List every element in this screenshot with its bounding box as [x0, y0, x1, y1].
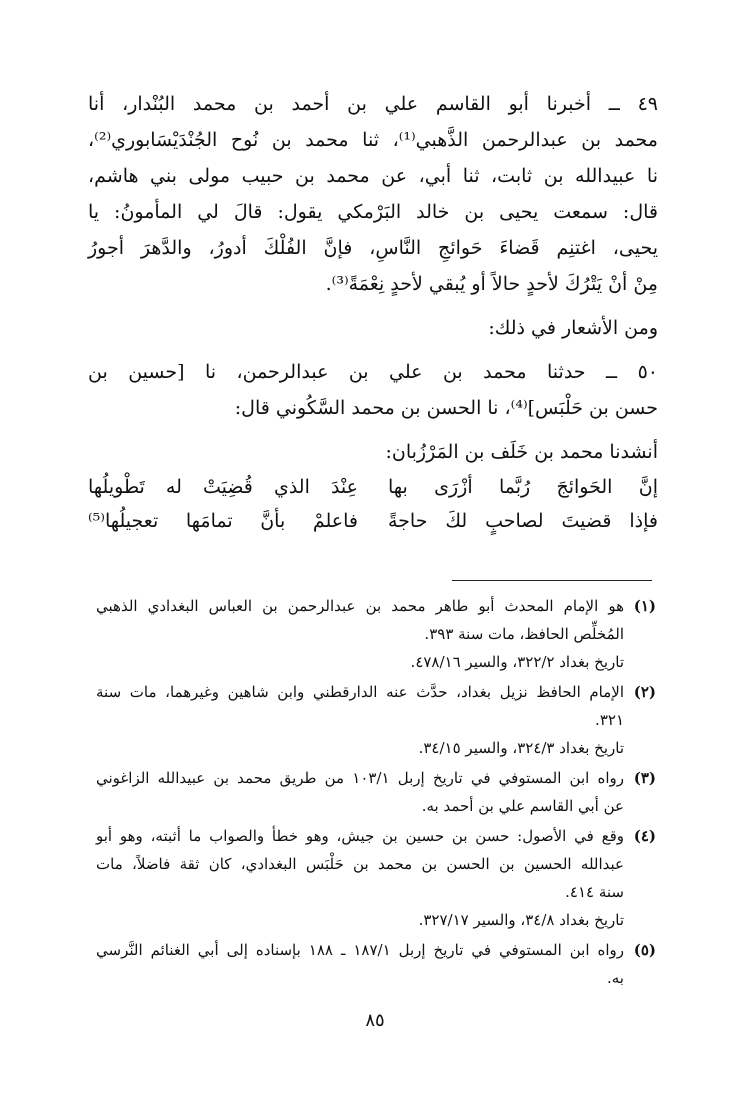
footnote-line: سنة ٤١٤.: [565, 883, 624, 901]
text-line: ٤٩ ــ أخبرنا أبو القاسم علي بن أحمد بن محمد البُنْدار، أنا: [88, 93, 658, 115]
text-line: محمد بن عبدالرحمن الذَّهبي⁽¹⁾، ثنا محمد بن نُوح الجُنْدَيْسَابوري⁽²⁾،: [88, 129, 658, 151]
footnote-line: تاريخ بغداد ٣٤/٨، والسير ٣٢٧/١٧.: [418, 911, 624, 929]
footnote-number: (١): [633, 597, 656, 615]
footnote-line: وقع في الأصول: حسن بن حسين بن جيش، وهو خطأ والصواب ما أثبته، وهو أبو: [96, 827, 624, 845]
page-number: ٨٥: [365, 1010, 385, 1031]
verse: [88, 504, 658, 538]
footnote-line: رواه ابن المستوفي في تاريخ إربل ١٠٣/١ من طريق محمد بن عبيدالله الزاغوني: [96, 769, 624, 787]
footnote-line: تاريخ بغداد ٣٢٢/٢، والسير ٤٧٨/١٦.: [410, 653, 624, 671]
recitation-line: أنشدنا محمد بن خَلَف بن المَرْزُبان:: [385, 441, 658, 463]
footnote: [96, 822, 656, 934]
text-line: نا عبيدالله بن ثابت، ثنا أبي، عن محمد بن حبيب مولى بني هاشم،: [88, 165, 658, 187]
footnote-line: هو الإمام المحدث أبو طاهر محمد بن عبدالرحمن بن العباس البغدادي الذهبي: [96, 597, 624, 615]
footnote: [96, 592, 656, 676]
footnote-number: (٥): [633, 941, 656, 959]
footnote: [96, 936, 656, 992]
footnote-line: رواه ابن المستوفي في تاريخ إربل ١٨٧/١ ـ ١٨٨ بإسناده إلى أبي الغنائم النَّرسي: [96, 941, 625, 959]
text-line: مِنْ أنْ يَتْرُكَ لأحدٍ حالاً أو يُبقي لأحدٍ نِعْمَةً⁽³⁾.: [325, 273, 658, 295]
text-line: يحيى، اغتنِم قَضاءَ حَوائجِ النَّاسِ، فإنَّ الفُلْكَ أدورُ، والدَّهرَ أجورُ: [88, 237, 658, 259]
main-text: [88, 86, 658, 538]
verse: [88, 470, 658, 504]
footnote: [96, 764, 656, 820]
verse-second-hemistich: فاعلمْ بأنَّ تمامَها تعجيلُها⁽⁵⁾: [88, 510, 358, 532]
text-line: حسن بن حَلْبَس]⁽⁴⁾، نا الحسن بن محمد السَّكُوني قال:: [234, 397, 658, 419]
paragraph-49: [88, 86, 658, 302]
verse-first-hemistich: إنَّ الحَوائجَ رُبَّما أزْرَى بها: [388, 476, 658, 498]
verse-second-hemistich: عِنْدَ الذي قُضِيَتْ له تَطْويلُها: [88, 476, 358, 498]
paragraph-50: [88, 354, 658, 426]
footnote-line: ٣٢١.: [595, 711, 624, 729]
footnote-number: (٢): [633, 683, 656, 701]
footnote-number: (٤): [633, 827, 656, 845]
footnote-number: (٣): [633, 769, 656, 787]
footnote-line: تاريخ بغداد ٣٢٤/٣، والسير ٣٤/١٥.: [418, 739, 624, 757]
text-line: ٥٠ ــ حدثنا محمد بن علي بن عبدالرحمن، نا [حسين بن: [88, 361, 658, 383]
text-line: قال: سمعت يحيى بن خالد البَرْمكي يقول: قالَ لي المأمونُ: يا: [88, 201, 658, 223]
verse-first-hemistich: فإذا قضيتَ لصاحبٍ لكَ حاجةً: [388, 510, 658, 532]
footnotes: [96, 592, 656, 994]
footnote-line: المُخلِّص الحافظ، مات سنة ٣٩٣.: [424, 625, 624, 643]
footnote: [96, 678, 656, 762]
footnote-line: عن أبي القاسم علي بن أحمد به.: [421, 797, 624, 815]
footnote-line: عبدالله الحسين بن الحسن بن محمد بن حَلْبَس البغدادي، كان ثقة فاضلاً، مات: [96, 855, 624, 873]
footnote-line: به.: [607, 969, 624, 987]
footnote-divider: [452, 580, 652, 581]
footnote-line: الإمام الحافظ نزيل بغداد، حدَّث عنه الدارقطني وابن شاهين وغيرهما، مات سنة: [96, 683, 624, 701]
poetry-intro: ومن الأشعار في ذلك:: [488, 317, 658, 339]
